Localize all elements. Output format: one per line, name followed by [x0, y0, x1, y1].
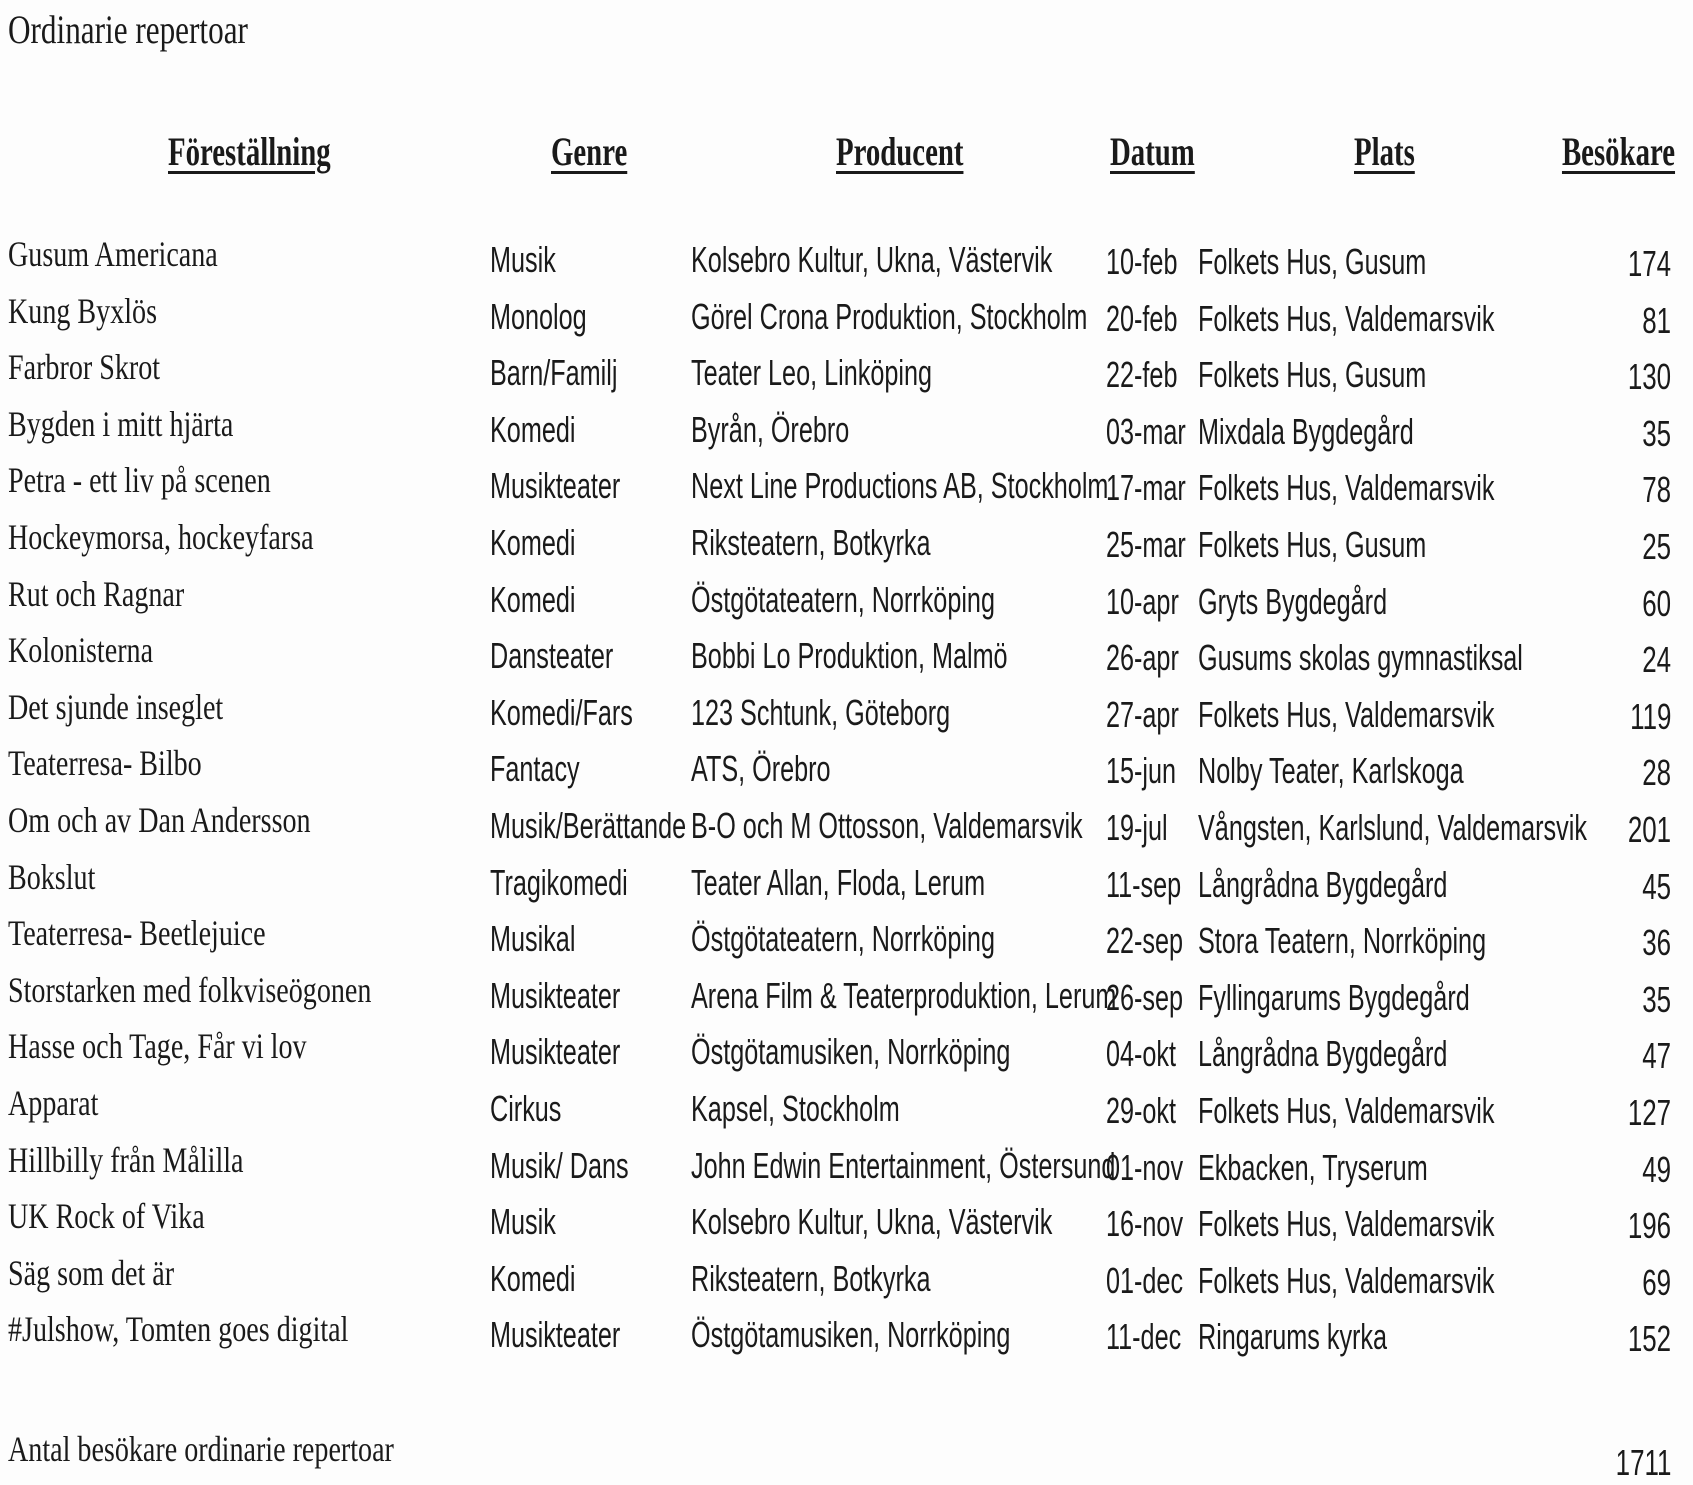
cell-datum: 01-nov: [1106, 1146, 1184, 1188]
cell-forestallning: Det sjunde inseglet: [8, 686, 224, 727]
table-row: [0, 289, 1693, 346]
table-row: [0, 572, 1693, 629]
column-header-plats: Plats: [1354, 129, 1415, 174]
cell-forestallning: Bokslut: [8, 856, 96, 897]
cell-genre: Musik/ Dans: [490, 1144, 629, 1186]
cell-besokare: 35: [1642, 978, 1671, 1020]
cell-datum: 03-mar: [1106, 410, 1186, 452]
cell-besokare: 36: [1642, 922, 1671, 964]
cell-forestallning: Farbror Skrot: [8, 347, 161, 388]
cell-plats: Ringarums kyrka: [1198, 1316, 1388, 1358]
cell-genre: Komedi/Fars: [490, 691, 633, 733]
cell-plats: Nolby Teater, Karlskoga: [1198, 750, 1464, 792]
cell-plats: Fyllingarums Bygdegård: [1198, 976, 1470, 1018]
cell-forestallning: UK Rock of Vika: [8, 1196, 205, 1237]
column-header-besokare: Besökare: [1561, 129, 1675, 174]
cell-besokare: 196: [1627, 1205, 1671, 1247]
cell-plats: Ekbacken, Tryserum: [1198, 1146, 1428, 1188]
cell-besokare: 49: [1642, 1148, 1671, 1190]
cell-producent: John Edwin Entertainment, Östersund: [691, 1144, 1116, 1186]
cell-datum: 20-feb: [1106, 297, 1178, 339]
cell-forestallning: Hockeymorsa, hockeyfarsa: [8, 516, 314, 557]
cell-besokare: 24: [1642, 639, 1671, 681]
cell-genre: Dansteater: [490, 635, 614, 677]
cell-plats: Långrådna Bygdegård: [1198, 863, 1448, 905]
cell-producent: ATS, Örebro: [691, 748, 831, 790]
cell-datum: 16-nov: [1106, 1203, 1184, 1245]
cell-besokare: 28: [1642, 752, 1671, 794]
cell-datum: 29-okt: [1106, 1089, 1177, 1131]
cell-besokare: 78: [1642, 469, 1671, 511]
cell-plats: Långrådna Bygdegård: [1198, 1033, 1448, 1075]
cell-producent: Östgötateatern, Norrköping: [691, 918, 995, 960]
cell-producent: Kolsebro Kultur, Ukna, Västervik: [691, 1201, 1053, 1243]
cell-genre: Musik/Berättande: [490, 804, 687, 846]
cell-datum: 10-apr: [1106, 580, 1179, 622]
cell-producent: Kapsel, Stockholm: [691, 1087, 900, 1129]
cell-genre: Komedi: [490, 1257, 576, 1299]
cell-forestallning: Om och av Dan Andersson: [8, 799, 311, 840]
cell-genre: Fantacy: [490, 748, 580, 790]
cell-besokare: 130: [1627, 356, 1671, 398]
table-row: [0, 1024, 1693, 1081]
cell-forestallning: Gusum Americana: [8, 234, 218, 274]
cell-datum: 26-apr: [1106, 637, 1179, 679]
cell-besokare: 201: [1627, 808, 1671, 850]
cell-datum: 11-sep: [1106, 863, 1182, 905]
table-row: [0, 232, 1693, 289]
cell-plats: Folkets Hus, Gusum: [1198, 523, 1427, 565]
cell-forestallning: Teaterresa- Beetlejuice: [8, 913, 266, 954]
document-title: Ordinarie repertoar: [8, 7, 248, 52]
cell-forestallning: Säg som det är: [8, 1252, 175, 1293]
cell-datum: 19-jul: [1106, 806, 1168, 848]
cell-plats: Folkets Hus, Valdemarsvik: [1198, 1203, 1495, 1245]
cell-datum: 22-sep: [1106, 920, 1184, 962]
cell-plats: Mixdala Bygdegård: [1198, 410, 1414, 452]
cell-genre: Musikal: [490, 918, 576, 960]
cell-plats: Folkets Hus, Valdemarsvik: [1198, 1259, 1495, 1301]
cell-producent: Byrån, Örebro: [691, 408, 850, 450]
table-row: [0, 515, 1693, 572]
cell-genre: Musikteater: [490, 465, 621, 507]
table-row: [0, 1138, 1693, 1195]
cell-besokare: 60: [1642, 582, 1671, 624]
cell-besokare: 174: [1627, 243, 1671, 284]
cell-plats: Folkets Hus, Gusum: [1198, 241, 1427, 282]
table-row: [0, 968, 1693, 1025]
cell-genre: Cirkus: [490, 1087, 562, 1129]
cell-forestallning: Kolonisterna: [8, 630, 154, 671]
cell-producent: Teater Leo, Linköping: [691, 352, 932, 394]
cell-producent: Görel Crona Produktion, Stockholm: [691, 295, 1088, 337]
cell-genre: Musikteater: [490, 974, 621, 1016]
cell-producent: Riksteatern, Botkyrka: [691, 521, 931, 563]
table-row: [0, 855, 1693, 912]
cell-datum: 10-feb: [1106, 241, 1178, 282]
cell-producent: Östgötamusiken, Norrköping: [691, 1031, 1011, 1073]
total-visitors-value: 1711: [1615, 1442, 1671, 1483]
table-row: [0, 402, 1693, 459]
cell-producent: 123 Schtunk, Göteborg: [691, 691, 951, 733]
cell-forestallning: Petra - ett liv på scenen: [8, 460, 271, 501]
cell-besokare: 81: [1642, 299, 1671, 341]
cell-datum: 01-dec: [1106, 1259, 1184, 1301]
cell-producent: Östgötateatern, Norrköping: [691, 578, 995, 620]
cell-producent: Teater Allan, Floda, Lerum: [691, 861, 986, 903]
cell-forestallning: Bygden i mitt hjärta: [8, 403, 234, 444]
cell-forestallning: #Julshow, Tomten goes digital: [8, 1309, 349, 1350]
table-row: [0, 798, 1693, 855]
cell-producent: Östgötamusiken, Norrköping: [691, 1314, 1011, 1356]
repertoire-table: [0, 232, 1693, 1364]
cell-besokare: 47: [1642, 1035, 1671, 1077]
cell-producent: Bobbi Lo Produktion, Malmö: [691, 635, 1008, 677]
cell-plats: Folkets Hus, Gusum: [1198, 354, 1427, 396]
cell-datum: 22-feb: [1106, 354, 1178, 396]
cell-datum: 26-sep: [1106, 976, 1184, 1018]
cell-plats: Folkets Hus, Valdemarsvik: [1198, 1089, 1495, 1131]
cell-genre: Komedi: [490, 578, 576, 620]
total-visitors-label: Antal besökare ordinarie repertoar: [8, 1429, 394, 1469]
cell-forestallning: Rut och Ragnar: [8, 573, 185, 614]
column-header-genre: Genre: [551, 129, 628, 174]
cell-besokare: 119: [1629, 695, 1671, 737]
table-row: [0, 741, 1693, 798]
cell-plats: Stora Teatern, Norrköping: [1198, 920, 1487, 962]
cell-datum: 11-dec: [1106, 1316, 1182, 1358]
cell-besokare: 25: [1642, 525, 1671, 567]
table-row: [0, 345, 1693, 402]
cell-genre: Barn/Familj: [490, 352, 618, 394]
cell-forestallning: Hillbilly från Målilla: [8, 1139, 244, 1180]
cell-forestallning: Apparat: [8, 1082, 99, 1123]
cell-producent: Kolsebro Kultur, Ukna, Västervik: [691, 239, 1053, 280]
cell-forestallning: Kung Byxlös: [8, 290, 158, 331]
cell-plats: Vångsten, Karlslund, Valdemarsvik: [1198, 806, 1587, 848]
column-header-producent: Producent: [836, 129, 964, 174]
cell-datum: 25-mar: [1106, 523, 1186, 565]
cell-genre: Musik: [490, 239, 556, 280]
cell-genre: Musik: [490, 1201, 556, 1243]
cell-plats: Gryts Bygdegård: [1198, 580, 1388, 622]
cell-genre: Musikteater: [490, 1314, 621, 1356]
table-row: [0, 628, 1693, 685]
cell-producent: Next Line Productions AB, Stockholm: [691, 465, 1109, 507]
table-row: [0, 685, 1693, 742]
cell-plats: Gusums skolas gymnastiksal: [1198, 637, 1523, 679]
cell-besokare: 152: [1627, 1318, 1671, 1360]
cell-genre: Komedi: [490, 521, 576, 563]
cell-besokare: 127: [1627, 1091, 1671, 1133]
table-row: [0, 1081, 1693, 1138]
cell-datum: 17-mar: [1106, 467, 1186, 509]
table-row: [0, 911, 1693, 968]
cell-datum: 04-okt: [1106, 1033, 1177, 1075]
cell-plats: Folkets Hus, Valdemarsvik: [1198, 467, 1495, 509]
table-row: [0, 458, 1693, 515]
cell-producent: Arena Film & Teaterproduktion, Lerum: [691, 974, 1117, 1016]
cell-forestallning: Teaterresa- Bilbo: [8, 743, 202, 784]
table-row: [0, 1251, 1693, 1308]
cell-besokare: 35: [1642, 412, 1671, 454]
table-row: [0, 1307, 1693, 1364]
cell-genre: Tragikomedi: [490, 861, 628, 903]
cell-besokare: 69: [1642, 1261, 1671, 1303]
cell-genre: Musikteater: [490, 1031, 621, 1073]
cell-genre: Komedi: [490, 408, 576, 450]
cell-datum: 15-jun: [1106, 750, 1177, 792]
cell-genre: Monolog: [490, 295, 587, 337]
cell-forestallning: Hasse och Tage, Får vi lov: [8, 1026, 307, 1067]
table-row: [0, 1194, 1693, 1251]
cell-producent: Riksteatern, Botkyrka: [691, 1257, 931, 1299]
cell-forestallning: Storstarken med folkviseögonen: [8, 969, 372, 1010]
cell-besokare: 45: [1642, 865, 1671, 907]
cell-plats: Folkets Hus, Valdemarsvik: [1198, 297, 1495, 339]
column-header-datum: Datum: [1110, 129, 1195, 174]
cell-datum: 27-apr: [1106, 693, 1179, 735]
cell-producent: B-O och M Ottosson, Valdemarsvik: [691, 804, 1083, 846]
column-header-forestallning: Föreställning: [168, 129, 331, 174]
cell-plats: Folkets Hus, Valdemarsvik: [1198, 693, 1495, 735]
